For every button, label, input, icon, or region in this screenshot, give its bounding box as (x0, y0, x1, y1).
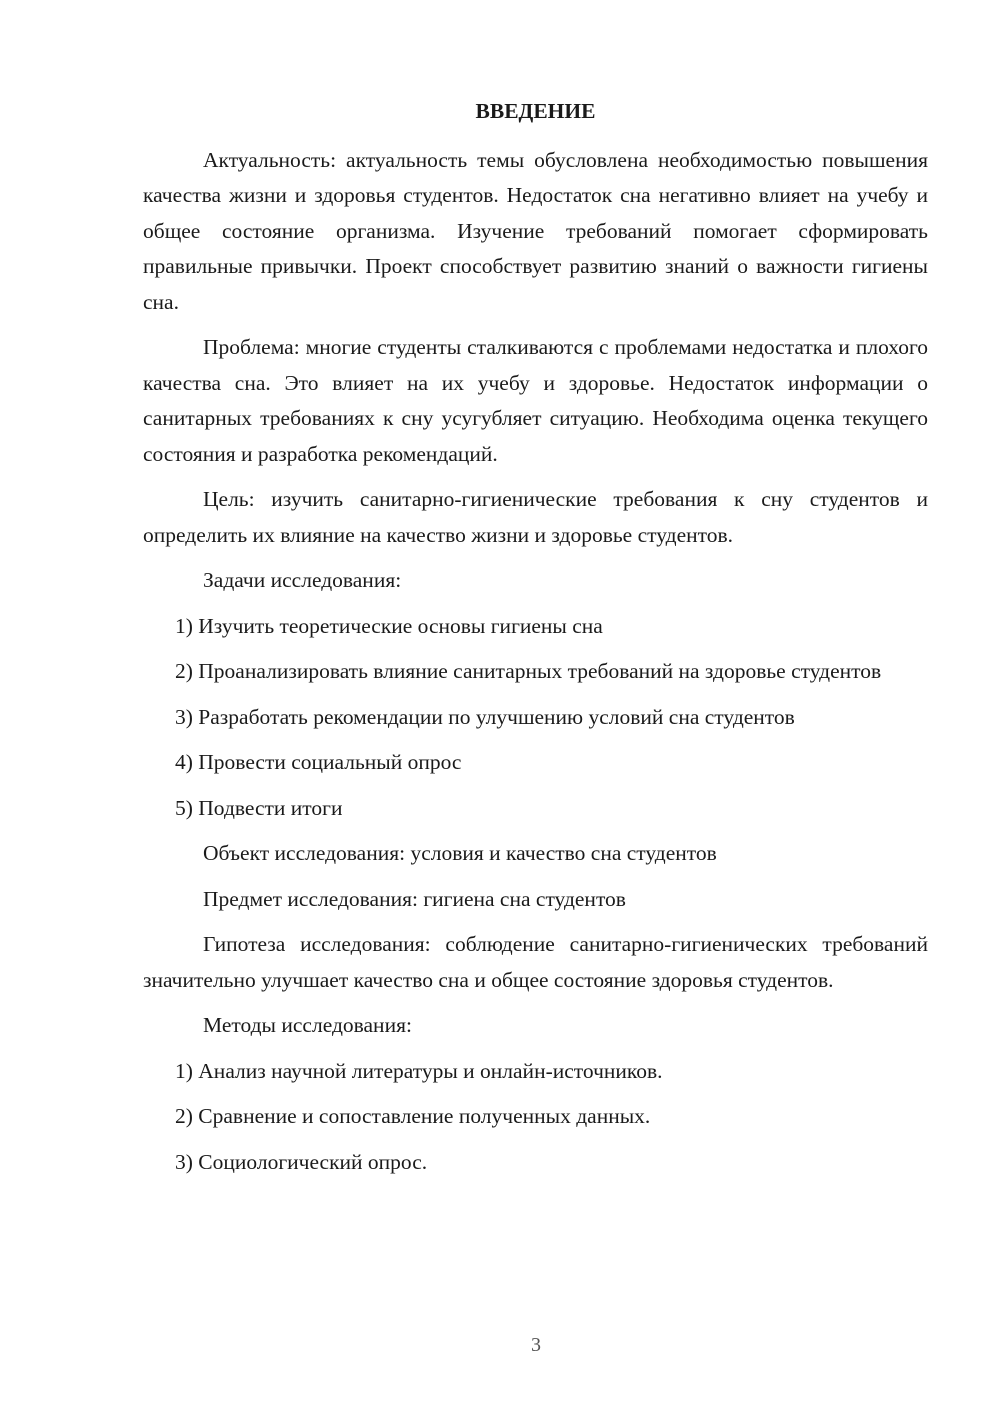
page-content (143, 94, 928, 1190)
problem-paragraph: Проблема: многие студенты сталкиваются с проблемами недостатка и плохого качества сна. Это влияет на их учебу и здоровье. Недостаток информации о санитарных требованиях к сну усугубляет ситуацию. Необходима оценка текущего состояния и разработка рекомендаций. (143, 335, 928, 466)
methods-heading: Методы исследования: (203, 1013, 412, 1037)
task-item: 5) Подвести итоги (175, 795, 343, 820)
method-item: 3) Социологический опрос. (175, 1149, 428, 1174)
research-subject: Предмет исследования: гигиена сна студентов (203, 886, 626, 911)
method-item: 2) Сравнение и сопоставление полученных данных. (175, 1104, 651, 1128)
relevance-paragraph: Актуальность: актуальность темы обусловлена необходимостью повышения качества жизни и здоровья студентов. Недостаток сна негативно влияет на учебу и общее состояние организма. Изучение требований помогает сформировать правильные привычки. Проект способствует развитию знаний о важности гигиены сна. (143, 147, 928, 314)
goal-paragraph: Цель: изучить санитарно-гигиенические требования к сну студентов и определить их влияние на качество жизни и здоровье студентов. (143, 487, 928, 547)
research-object: Объект исследования: условия и качество сна студентов (203, 841, 717, 865)
method-item: 1) Анализ научной литературы и онлайн-источников. (175, 1058, 663, 1083)
task-item: 4) Провести социальный опрос (175, 750, 462, 774)
tasks-heading: Задачи исследования: (203, 568, 402, 592)
task-item: 3) Разработать рекомендации по улучшению условий сна студентов (175, 704, 795, 729)
task-item: 1) Изучить теоретические основы гигиены сна (175, 613, 603, 638)
section-title: ВВЕДЕНИЕ (475, 99, 596, 123)
page-number: 3 (531, 1334, 541, 1356)
research-hypothesis: Гипотеза исследования: соблюдение санитарно-гигиенических требований значительно улучшает качество сна и общее состояние здоровья студентов. (143, 932, 928, 992)
task-item: 2) Проанализировать влияние санитарных требований на здоровье студентов (175, 659, 882, 683)
